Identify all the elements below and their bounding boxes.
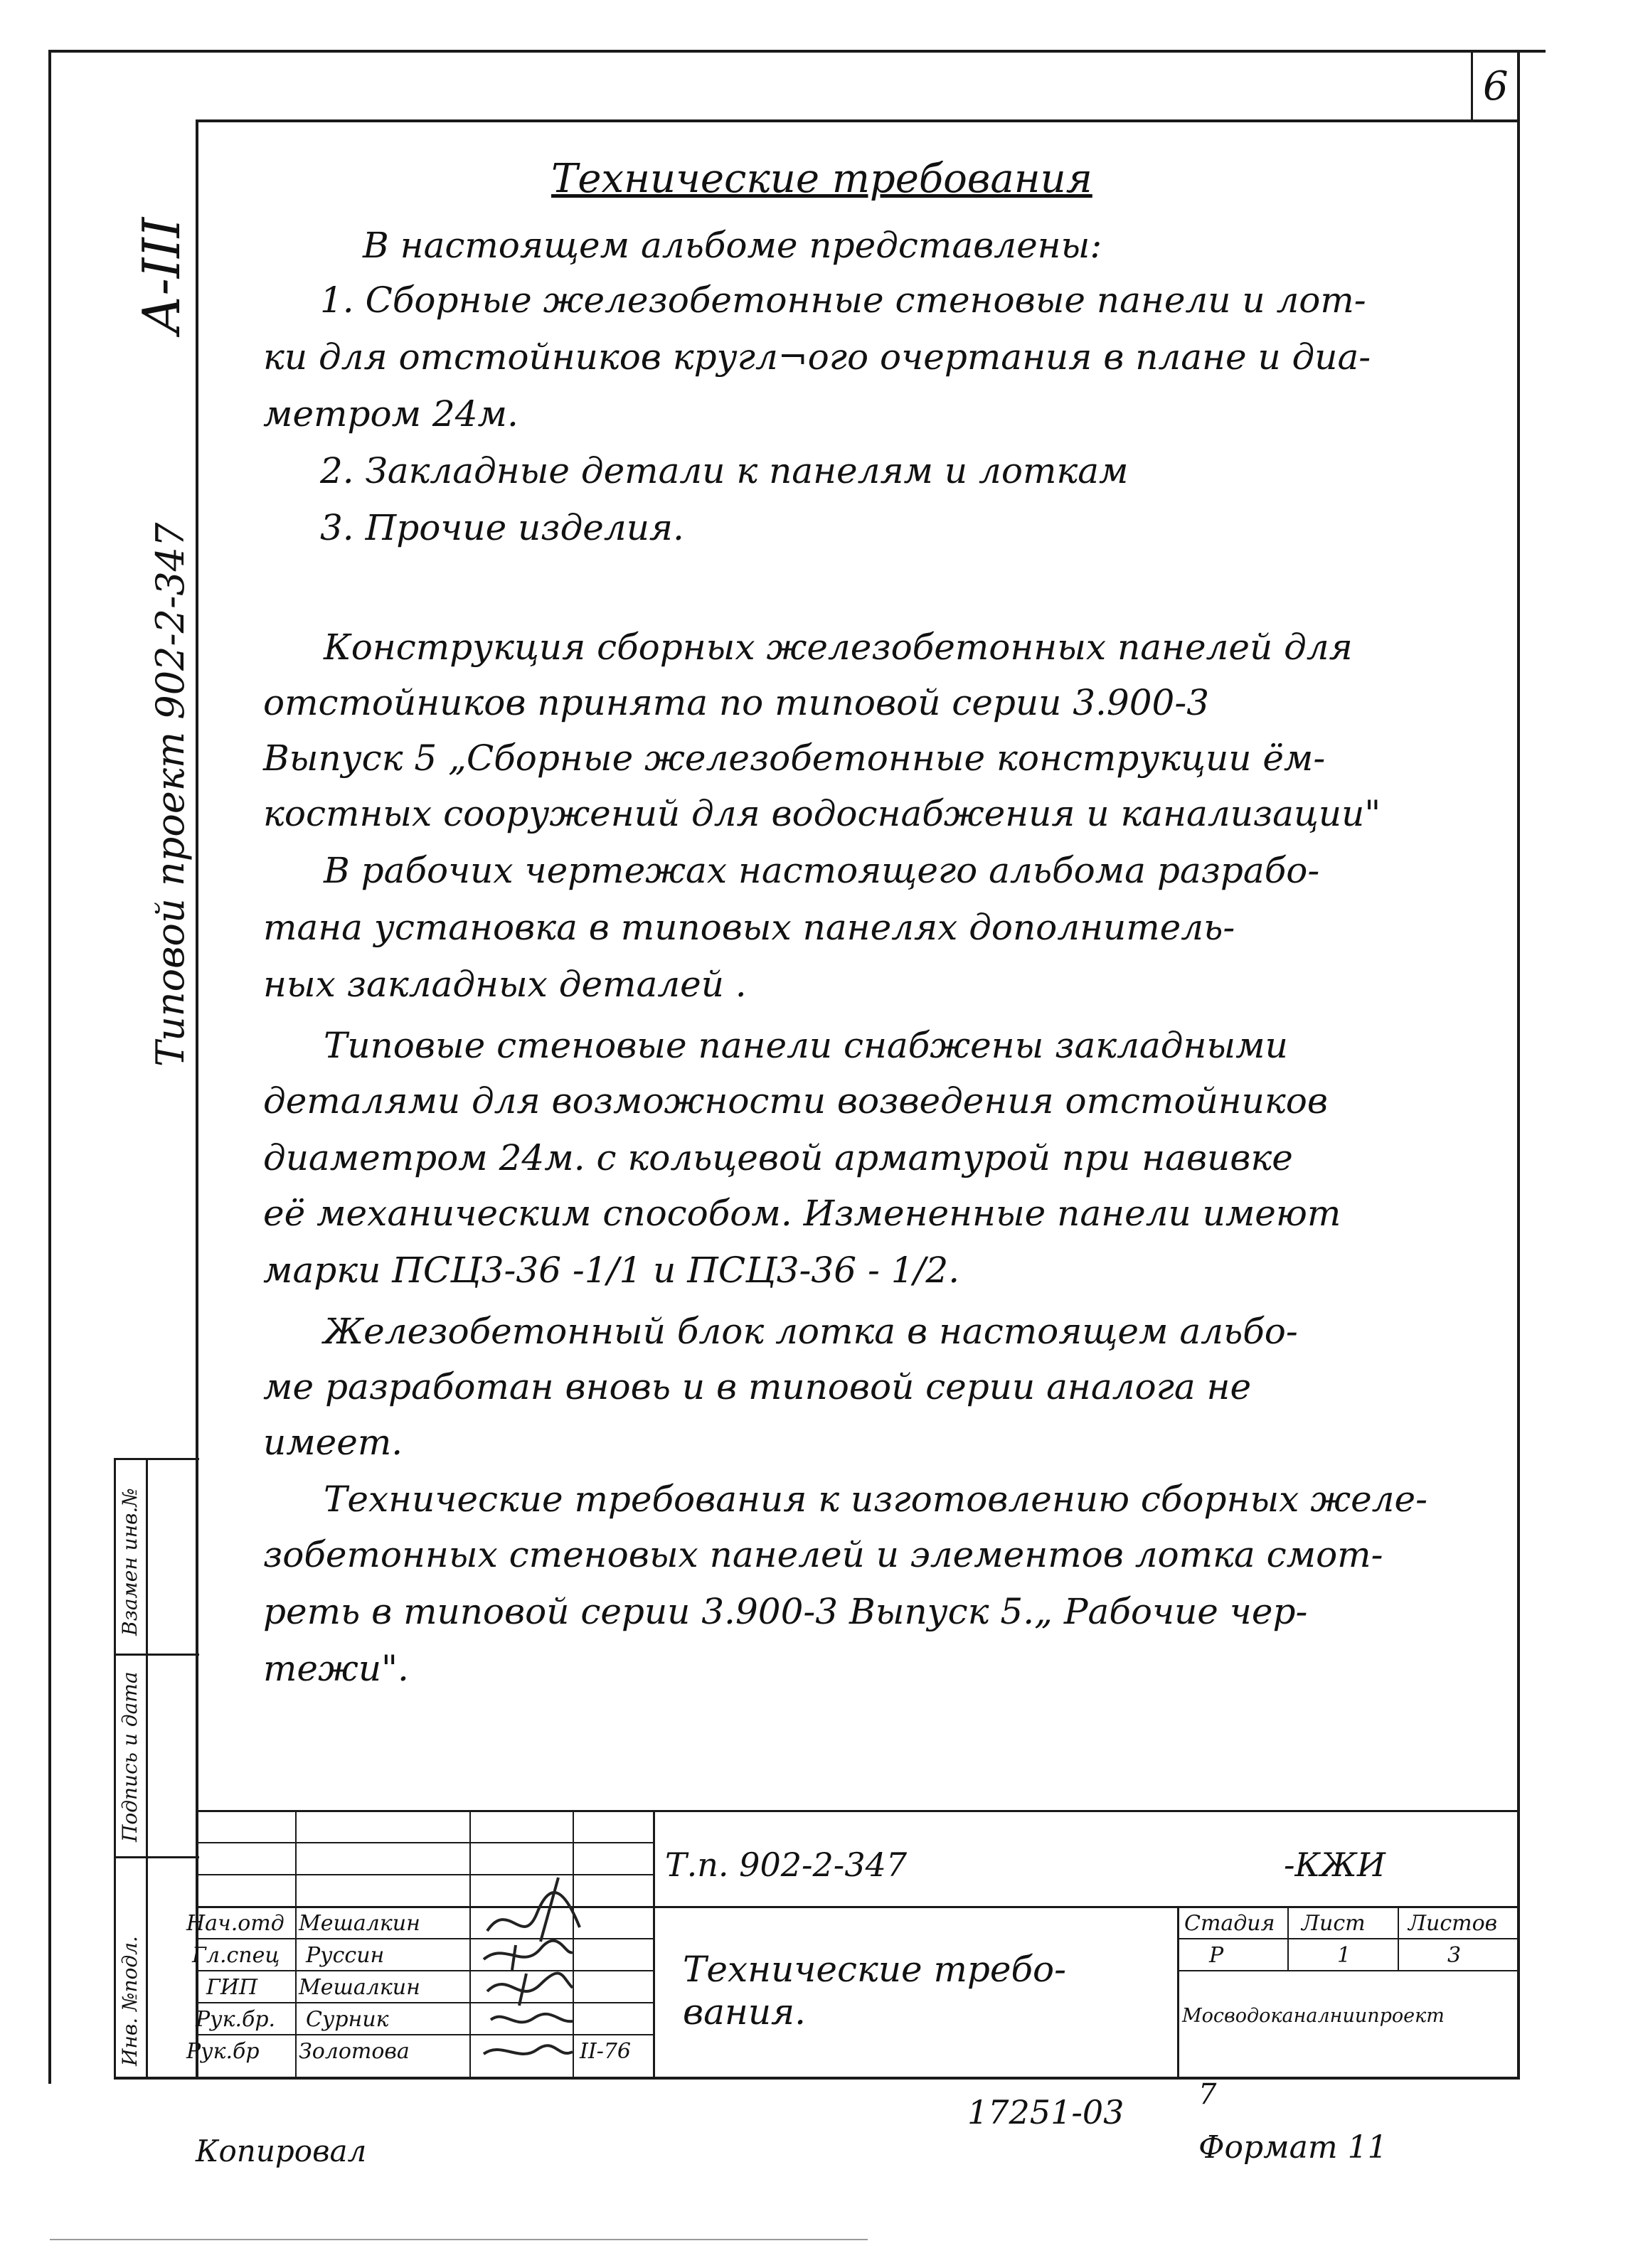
tb-vline <box>653 1810 655 2077</box>
sheets-value: 3 <box>1447 1943 1462 1968</box>
side-field-col-left <box>114 1458 116 2077</box>
side-field-div-1 <box>114 1458 199 1460</box>
role-name: Руссин <box>306 1943 385 1968</box>
text-line: 1. Сборные железобетонные стеновые панели и лот- <box>320 279 1366 321</box>
archive-number: 17251-03 <box>967 2093 1124 2131</box>
project-code: Т.п. 902-2-347 <box>665 1846 908 1884</box>
role-label: ГИП <box>206 1975 258 2000</box>
text-line: 3. Прочие изделия. <box>320 507 684 548</box>
text-line: отстойников принята по типовой серии 3.900-3 <box>263 682 1210 723</box>
role-name: Золотова <box>299 2039 410 2064</box>
text-line: Выпуск 5 „Сборные железобетонные конструкции ём- <box>263 738 1326 779</box>
text-line: В настоящем альбоме представлены: <box>363 225 1102 266</box>
side-project: Типовой проект 902-2-347 <box>148 522 193 1067</box>
sheet-value: 1 <box>1337 1943 1351 1968</box>
tb-vline <box>295 1810 297 2077</box>
tb-line <box>196 1906 1519 1908</box>
tb-vline <box>1398 1906 1399 1970</box>
tb-vline <box>1287 1906 1289 1970</box>
text-line: ных закладных деталей . <box>263 964 747 1005</box>
sheets-header: Листов <box>1408 1911 1498 1936</box>
frame-left <box>48 50 51 2084</box>
side-field-signature: Подпись и дата <box>118 1671 142 1842</box>
tb-line <box>1177 1970 1519 1971</box>
role-name: Сурник <box>306 2007 389 2032</box>
tb-line <box>196 1810 1519 1812</box>
tb-vline <box>469 1810 471 2077</box>
inner-frame-bottom <box>114 2077 1520 2080</box>
archive-number-sup: 7 <box>1198 2078 1217 2111</box>
page-title: Технические требования <box>551 156 1092 202</box>
role-label: Рук.бр <box>186 2039 260 2064</box>
side-field-div-3 <box>114 1856 199 1858</box>
role-name: Мешалкин <box>299 1975 420 2000</box>
side-label: А-III <box>132 217 191 334</box>
text-line: реть в типовой серии 3.900-3 Выпуск 5.„ Рабочие чер- <box>263 1591 1308 1632</box>
side-field-div-2 <box>114 1654 199 1656</box>
stage-value: Р <box>1209 1943 1224 1968</box>
text-line: Технические требования к изготовлению сборных желе- <box>324 1479 1428 1520</box>
date-note: II-76 <box>580 2039 632 2064</box>
text-line: тана установка в типовых панелях дополнитель- <box>263 907 1235 948</box>
tb-line <box>1177 1938 1519 1939</box>
organization: Мосводоканалниипроект <box>1182 2005 1445 2027</box>
document-title-line1: Технические требо- <box>683 1949 1067 1990</box>
inner-frame-top <box>196 119 1519 122</box>
side-field-replace: Взамен инв.№ <box>118 1488 142 1636</box>
text-line: тежи". <box>263 1648 409 1689</box>
signature-drawing <box>473 1863 651 2073</box>
copied-label: Копировал <box>196 2134 367 2168</box>
role-label: Нач.отд <box>186 1911 284 1936</box>
text-line: ки для отстойников кругл¬ого очертания в плане и диа- <box>263 336 1371 378</box>
tb-vline <box>1177 1906 1179 2077</box>
text-line: метром 24м. <box>263 393 518 435</box>
sheet-header: Лист <box>1302 1911 1366 1936</box>
document-title-line2: вания. <box>683 1991 807 2033</box>
text-line: диаметром 24м. с кольцевой арматурой при навивке <box>263 1137 1293 1178</box>
text-line: зобетонных стеновых панелей и элементов лотка смот- <box>263 1534 1383 1575</box>
tb-line <box>196 1842 654 1843</box>
sheet-number-box-left <box>1471 50 1473 121</box>
text-line: ме разработан вновь и в типовой серии аналога не <box>263 1366 1252 1407</box>
text-line: Конструкция сборных железобетонных панелей для <box>324 627 1353 668</box>
side-field-inventory: Инв. №подл. <box>118 1936 142 2066</box>
text-line: В рабочих чертежах настоящего альбома разрабо- <box>324 850 1320 891</box>
format-label: Формат 11 <box>1198 2129 1388 2166</box>
role-label: Гл.спец <box>192 1943 280 1968</box>
role-label: Рук.бр. <box>196 2007 276 2032</box>
inner-frame-left <box>196 119 198 2079</box>
sheet-number: 6 <box>1483 63 1509 110</box>
side-field-col-mid <box>146 1458 148 2077</box>
text-line: 2. Закладные детали к панелям и лоткам <box>320 450 1129 491</box>
scan-edge-line <box>50 2239 868 2240</box>
inner-frame-right <box>1517 50 1520 2077</box>
text-line: Железобетонный блок лотка в настоящем альбо- <box>324 1311 1298 1352</box>
stage-header: Стадия <box>1184 1911 1275 1936</box>
text-line: имеет. <box>263 1422 403 1463</box>
text-line: её механическим способом. Измененные панели имеют <box>263 1193 1341 1234</box>
role-name: Мешалкин <box>299 1911 420 1936</box>
frame-top <box>48 50 1546 53</box>
text-line: костных сооружений для водоснабжения и канализации" <box>263 793 1381 834</box>
text-line: марки ПСЦ3-36 -1/1 и ПСЦ3-36 - 1/2. <box>263 1250 960 1291</box>
text-line: деталями для возможности возведения отстойников <box>263 1080 1328 1122</box>
project-suffix: -КЖИ <box>1284 1846 1386 1884</box>
text-line: Типовые стеновые панели снабжены закладными <box>324 1025 1288 1066</box>
